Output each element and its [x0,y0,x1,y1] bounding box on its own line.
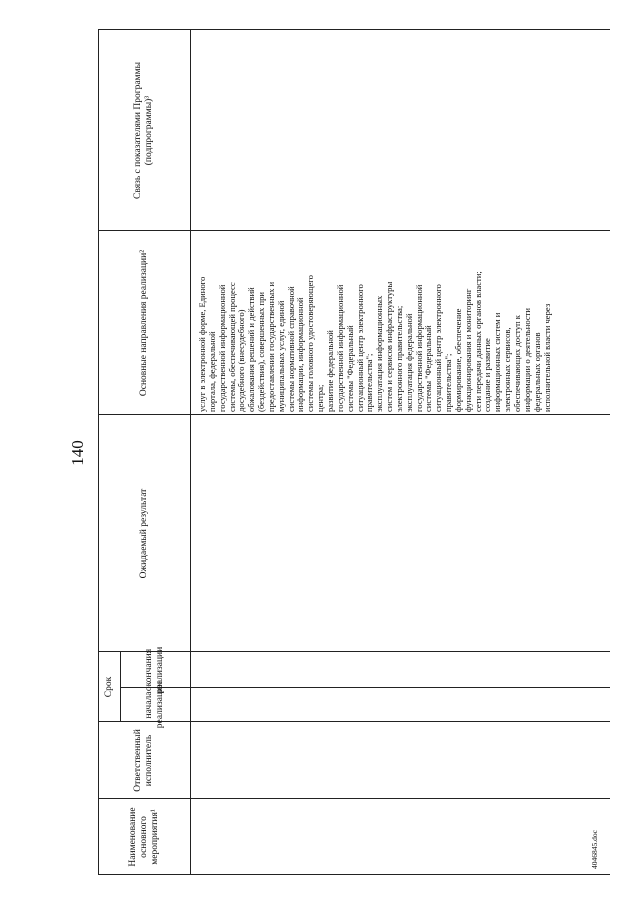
header-expected-result: Ожидаемый результат [138,488,149,579]
rotated-page [30,30,610,875]
directions-cell-text: услуг в электронной форме, Единого портала, федеральной государственной информационной системы, обеспечивающей процесс досудебного (внесудебного) обжалования решений и действий (бездействия), совершенных при предоставлении государственных и муниципальных услуг, единой системы нормативной справочной информации, информационной системы головного удостоверяющего центра; развитие федеральной государственной информационной системы "Федеральный ситуационный центр электронного правительства"; эксплуатация информационных систем и сервисов инфраструктуры электронного правительства; эксплуатация федеральной государственной информационной системы "Федеральный ситуационный центр электронного правительства"; формирование, обеспечение функционирования и мониторинг сети передачи данных органов власти; создание и развитие информационных систем и электронных сервисов, обеспечивающих доступ к информации о деятельности федеральных органов исполнительной власти через [197,271,552,412]
page-number: 140 [68,440,87,466]
header-directions: Основные направления реализации² [138,249,149,397]
col-line-3 [120,687,610,688]
header-name: Наименование основного мероприятия¹ [127,807,160,867]
header-term-end: окончания реализации [144,646,165,694]
header-term: Срок [103,676,114,698]
document-code: 4046845.doc [590,830,599,869]
header-bottom-border [190,30,191,875]
header-term-start: начала реализации [144,681,165,729]
header-link: Связь с показателями Программы (подпрограммы)³ [133,62,154,199]
header-executor: Ответственный исполнитель [133,729,154,792]
